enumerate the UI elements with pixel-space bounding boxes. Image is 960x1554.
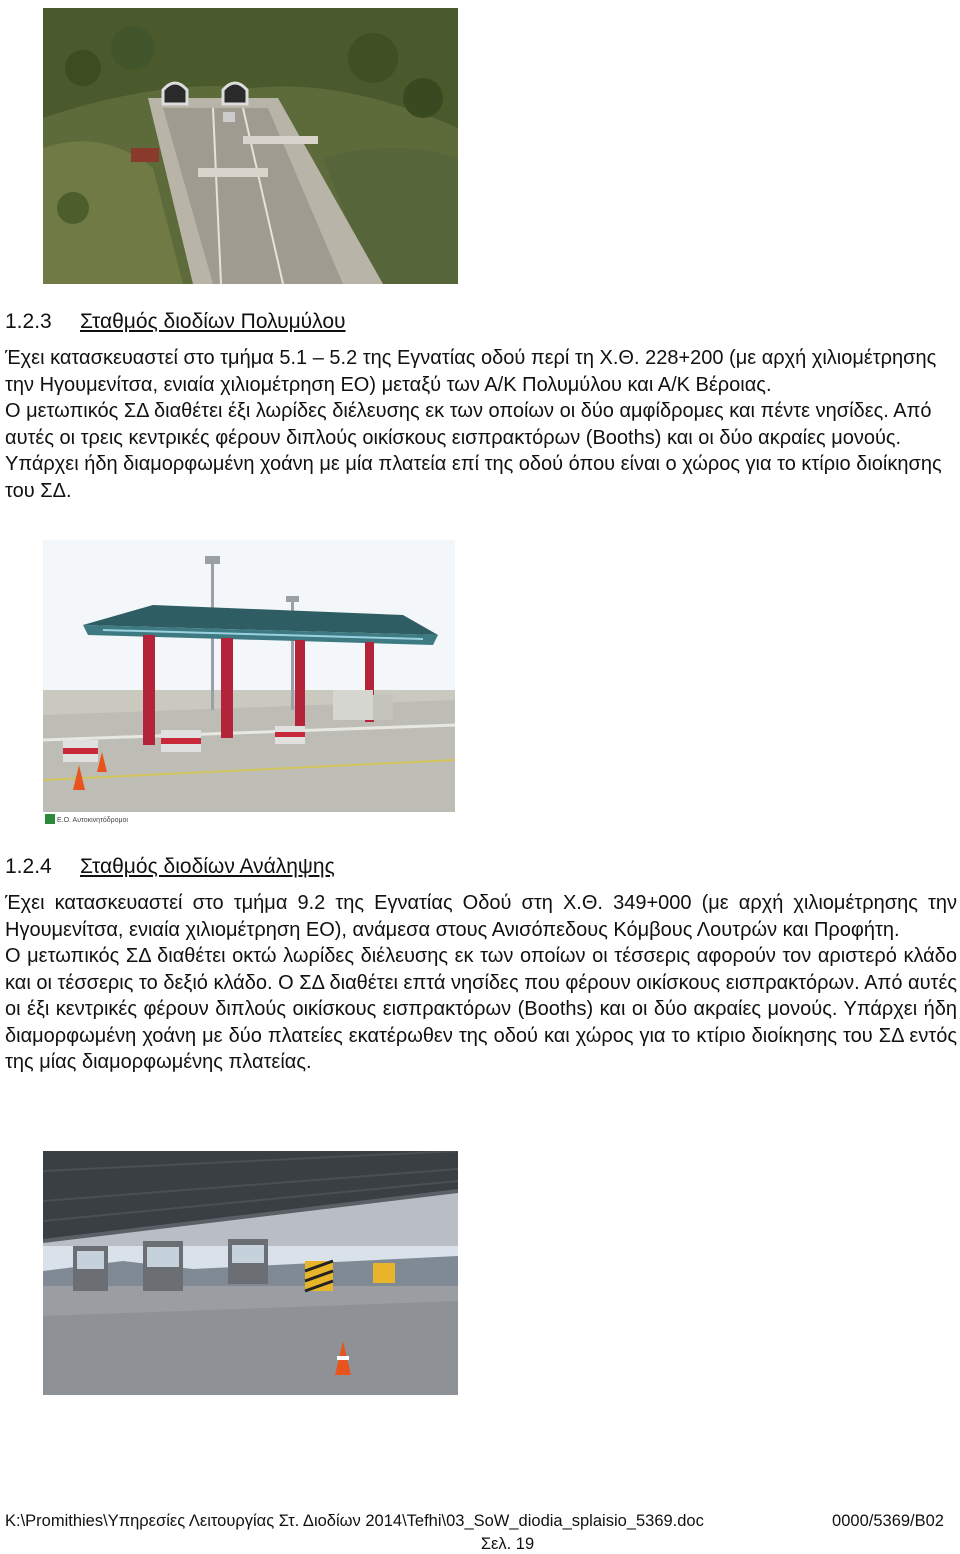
footer-document-code: 0000/5369/B02 bbox=[832, 1512, 944, 1530]
paragraph: Ο μετωπικός ΣΔ διαθέτει έξι λωρίδες διέλευσης εκ των οποίων οι δύο αμφίδρομες και πέντε νησίδες. Από αυτές οι τρεις κεντρικές φέρουν διπλούς οικίσκους εισπρακτόρων (Booths) και οι δύο ακραίες μονούς. Υπάρχει ήδη διαμορφωμένη χοάνη με μία πλατεία επί της οδού όπου είναι ο χώρος για το κτίριο διοίκησης του ΣΔ. bbox=[5, 400, 942, 502]
paragraph: Έχει κατασκευαστεί στο τμήμα 5.1 – 5.2 της Εγνατίας οδού περί τη Χ.Θ. 228+200 (με αρχή χιλιομέτρησης την Ηγουμενίτσα, ενιαία χιλιομέτρηση ΕΟ) μεταξύ των Α/Κ Πολυμύλου και Α/Κ Βέροιας. bbox=[5, 347, 937, 396]
toll-booths-photo bbox=[43, 1151, 458, 1395]
section-heading-polymylou bbox=[5, 310, 346, 334]
section-title: Σταθμός διοδίων Πολυμύλου bbox=[80, 310, 346, 333]
tunnel-aerial-photo bbox=[43, 8, 458, 284]
logo-text: Ε.Ο. Αυτοκινητόδρομοι bbox=[57, 817, 128, 824]
section-title: Σταθμός διοδίων Ανάληψης bbox=[80, 855, 335, 878]
footer-page-number: Σελ. 19 bbox=[480, 1535, 535, 1553]
section-body-analipsi bbox=[5, 890, 957, 1076]
section-body-polymylou bbox=[5, 345, 957, 504]
section-number: 1.2.3 bbox=[5, 310, 52, 333]
footer-file-path: K:\Promithies\Υπηρεσίες Λειτουργίας Στ. Διοδίων 2014\Tefhi\03_SoW_diodia_splaisio_5369.doc bbox=[5, 1512, 704, 1530]
paragraph: Ο μετωπικός ΣΔ διαθέτει οκτώ λωρίδες διέλευσης εκ των οποίων οι τέσσερις αφορούν τον αριστερό κλάδο και οι τέσσερις το δεξιό κλάδο. Ο ΣΔ διαθέτει επτά νησίδες που φέρουν οικίσκους εισπρακτόρων. Από αυτές οι έξι κεντρικές φέρουν διπλούς οικίσκους εισπρακτόρων (Booths) και οι δύο ακραίες μονούς. Υπάρχει ήδη διαμορφωμένη χοάνη με δύο πλατείες εκατέρωθεν της οδού και χώρος για το κτίριο διοίκησης του ΣΔ εντός της μίας διαμορφωμένης πλατείας. bbox=[5, 945, 957, 1073]
paragraph: Έχει κατασκευαστεί στο τμήμα 9.2 της Εγνατίας Οδού στη Χ.Θ. 349+000 (με αρχή χιλιομέτρησης την Ηγουμενίτσα, ενιαία χιλιομέτρηση ΕΟ), ανάμεσα στους Ανισόπεδους Κόμβους Λουτρών και Προφήτη. bbox=[5, 892, 957, 941]
section-heading-analipsi bbox=[5, 855, 335, 879]
section-number: 1.2.4 bbox=[5, 855, 52, 878]
toll-plaza-photo bbox=[43, 540, 455, 830]
